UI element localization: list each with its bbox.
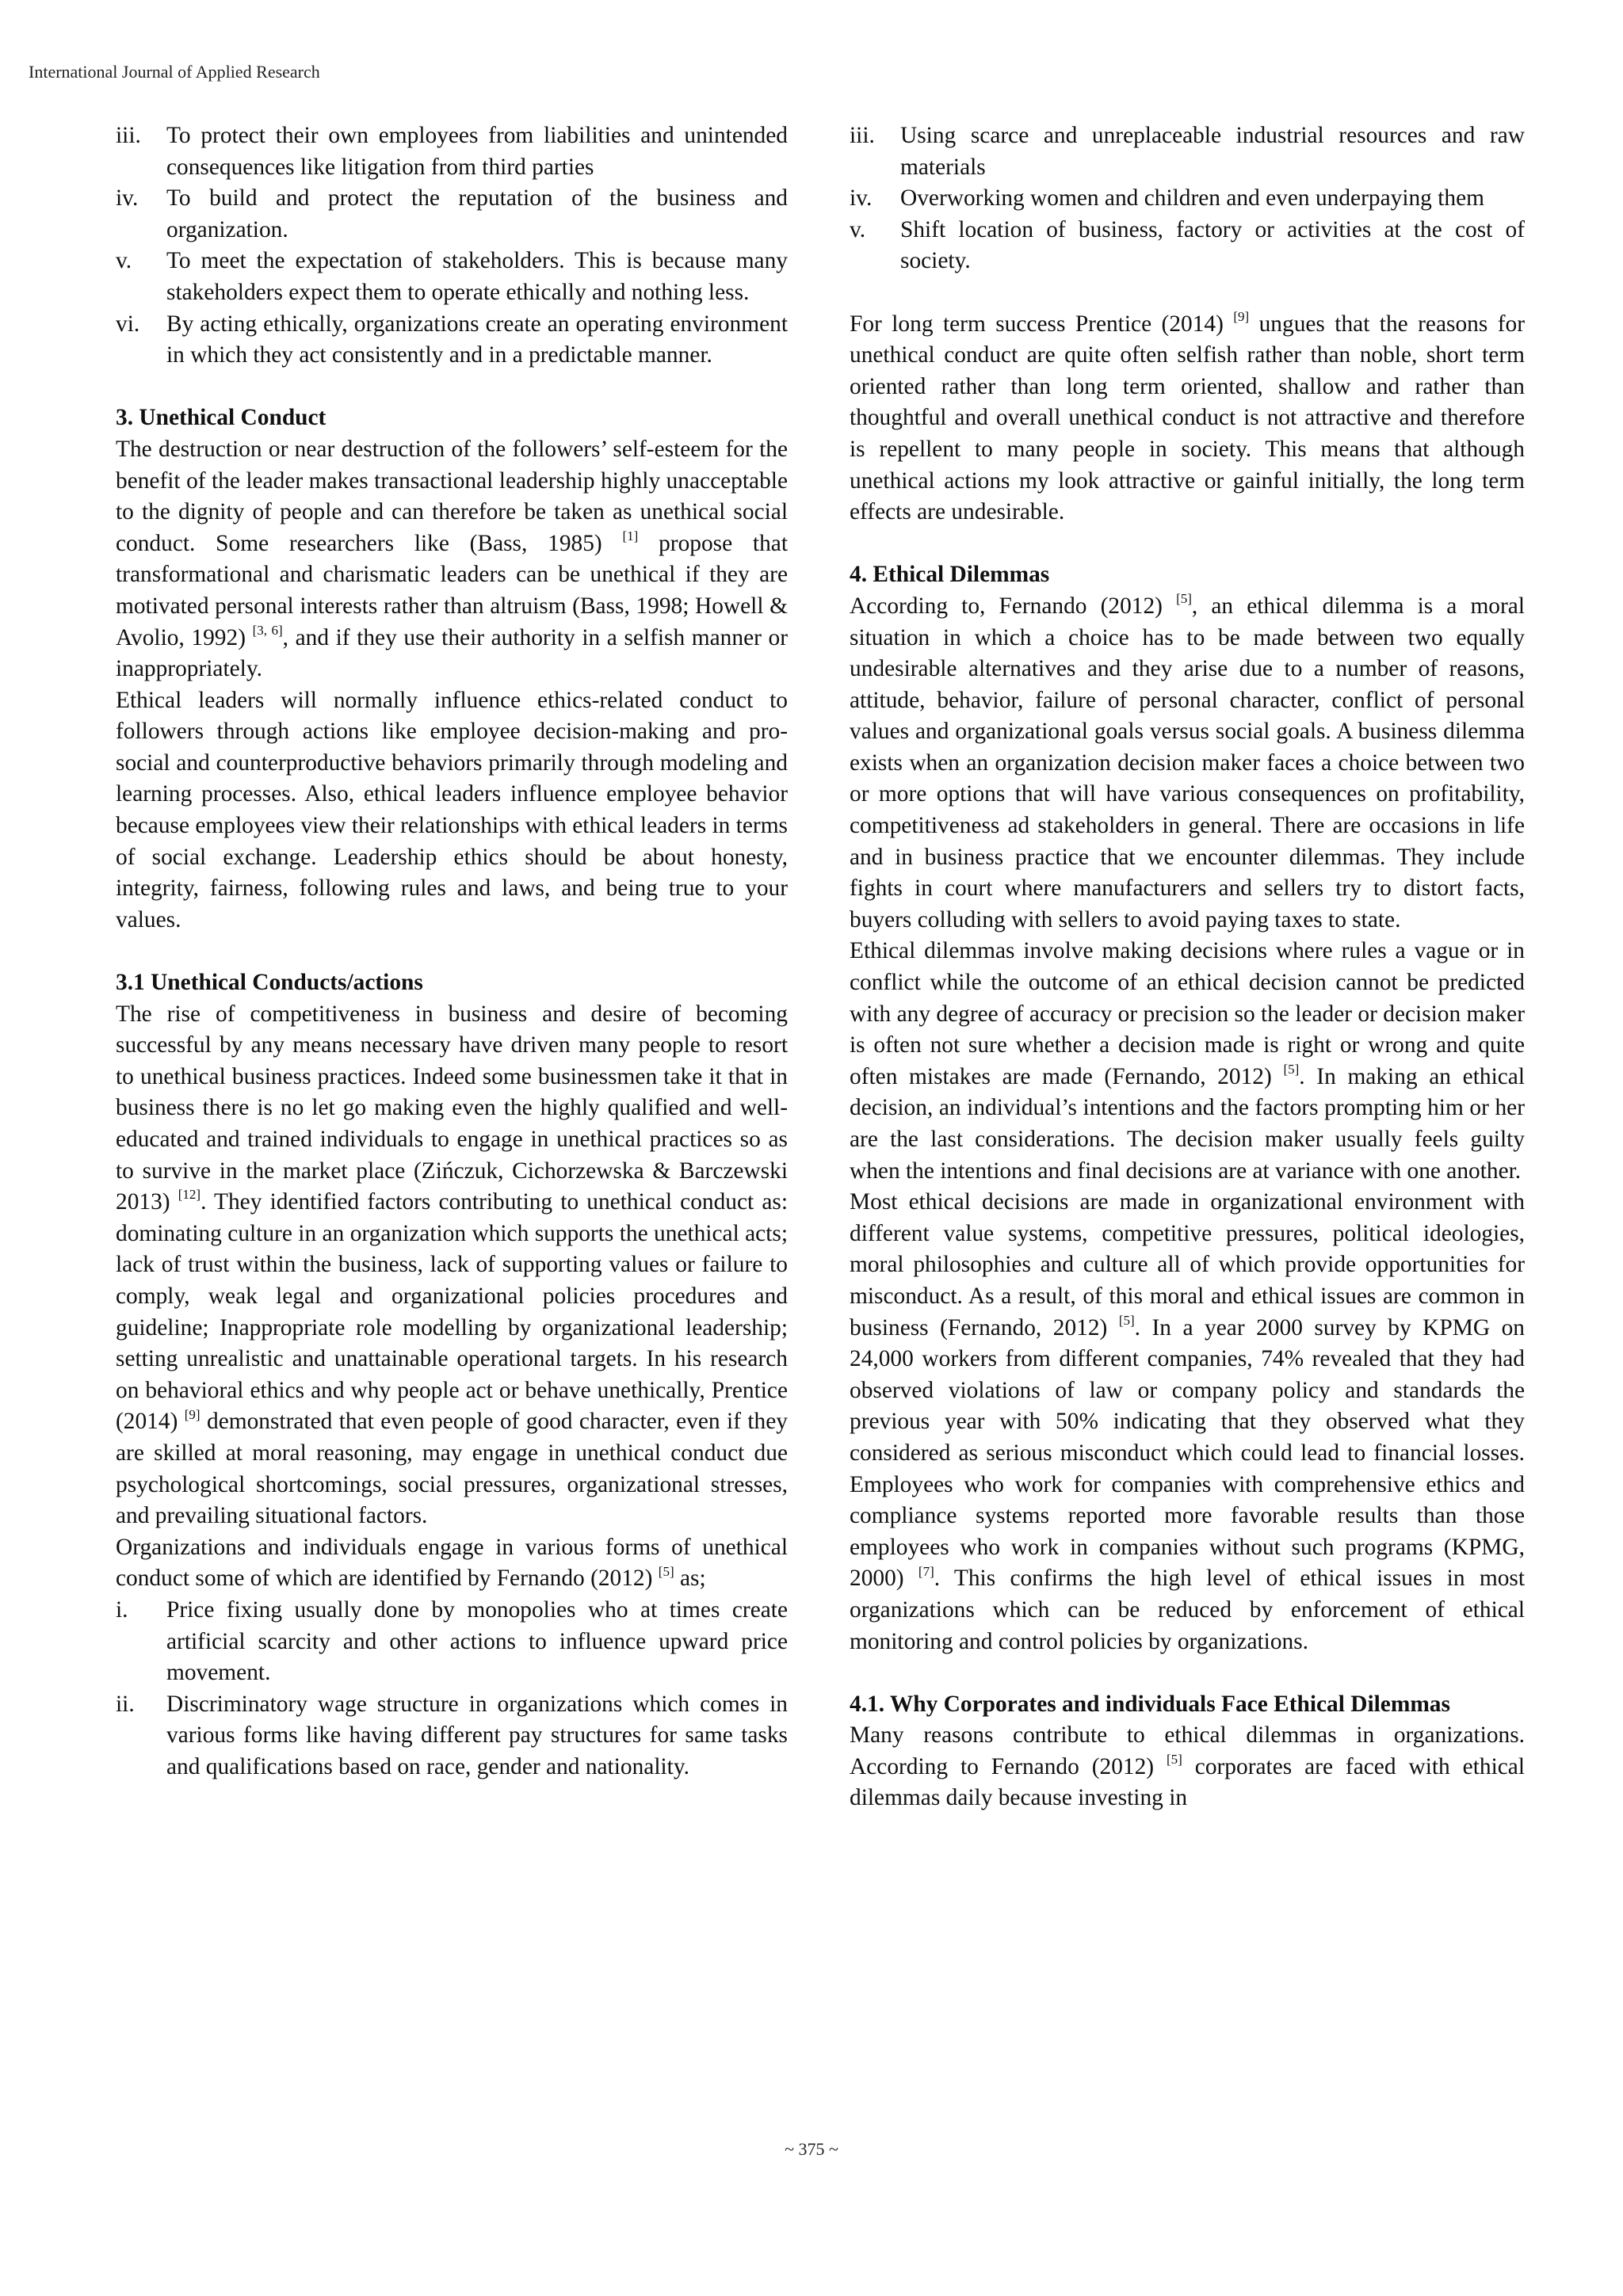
right-column <box>850 120 1525 1814</box>
section-heading-unethical-conduct: 3. Unethical Conduct <box>116 405 327 431</box>
paragraph: Many reasons contribute to ethical dilemmas in organizations. According to Fernando (2012) [5] corporates are faced with ethical dilemmas daily because investing in <box>850 1722 1525 1811</box>
list-marker: ii. <box>116 1691 135 1717</box>
list-item <box>850 183 1525 215</box>
list-item <box>116 246 788 308</box>
list-item-text: Overworking women and children and even underpaying them <box>900 185 1484 212</box>
paragraph: Ethical dilemmas involve making decisions where rules a vague or in conflict while the outcome of an ethical decision cannot be predicted with any degree of accuracy or precision so the leader or decision maker is often not sure whether a decision made is right or wrong and quite often mistakes are made (Fernando, 2012) [5]. In making an ethical decision, an individual’s intentions and the factors prompting him or her are the last considerations. The decision maker usually feels guilty when the intentions and final decisions are at variance with one another. <box>850 938 1525 1184</box>
section-heading-why-corporates-face-dilemmas: 4.1. Why Corporates and individuals Face Ethical Dilemmas <box>850 1691 1450 1717</box>
list-item-text: To meet the expectation of stakeholders. This is because many stakeholders expect them to operate ethically and nothing less. <box>166 248 788 305</box>
list-item <box>116 183 788 246</box>
paragraph: Organizations and individuals engage in various forms of unethical conduct some of which are identified by Fernando (2012) [5] as; <box>116 1534 788 1592</box>
list-item <box>116 1689 788 1783</box>
list-item-text: To build and protect the reputation of the business and organization. <box>166 185 788 242</box>
list-marker: i. <box>116 1596 128 1623</box>
paragraph: According to, Fernando (2012) [5], an ethical dilemma is a moral situation in which a choice has to be made between two equally undesirable alternatives and they arise due to a number of reasons, attitude, behavior, failure of personal character, conflict of personal values and organizational goals versus social goals. A business dilemma exists when an organization decision maker faces a choice between two or more options that will have various consequences on profitability, competitiveness ad stakeholders in general. There are occasions in life and in business practice that we encounter dilemmas. They include fights in court where manufacturers and sellers try to distort facts, buyers colluding with sellers to avoid paying taxes to state. <box>850 591 1525 933</box>
section-heading-ethical-dilemmas: 4. Ethical Dilemmas <box>850 562 1050 588</box>
paragraph: The rise of competitiveness in business and desire of becoming successful by any means necessary have driven many people to resort to unethical business practices. Indeed some businessmen take it that in business there is no let go making even the highly qualified and well-educated and trained individuals to engage in unethical practices so as to survive in the market place (Zińczuk, Cichorzewska & Barczewski 2013) [12]. They identified factors contributing to unethical conduct as: dominating culture in an organization which supports the unethical acts; lack of trust within the business, lack of supporting values or failure to comply, weak legal and organizational policies procedures and guideline; Inappropriate role modelling by organizational leadership; setting unrealistic and unattainable operational targets. In his research on behavioral ethics and why people act or behave unethically, Prentice (2014) [9] demonstrated that even people of good character, even if they are skilled at moral reasoning, may engage in unethical conduct due psychological shortcomings, social pressures, organizational stresses, and prevailing situational factors. <box>116 1001 788 1529</box>
list-item-text: Discriminatory wage structure in organizations which comes in various forms like having different pay structures for same tasks and qualifications based on race, gender and nationality. <box>166 1691 788 1779</box>
list-item <box>116 1595 788 1689</box>
citation: [12] <box>178 1187 201 1203</box>
list-marker: iv. <box>850 185 873 212</box>
citation: [9] <box>184 1406 200 1422</box>
list-marker: v. <box>116 248 132 274</box>
list-marker: iv. <box>116 185 139 212</box>
list-unethical-forms-continued <box>850 120 1525 277</box>
list-item <box>116 309 788 372</box>
citation: [1] <box>622 528 639 543</box>
citation: [5] <box>658 1563 674 1579</box>
list-marker: iii. <box>850 123 875 148</box>
citation: [5] <box>1167 1752 1182 1768</box>
list-item-text: To protect their own employees from liabilities and unintended consequences like litigation from third parties <box>166 123 788 180</box>
section-heading-unethical-conducts-actions: 3.1 Unethical Conducts/actions <box>116 970 423 996</box>
paragraph: For long term success Prentice (2014) [9] ungues that the reasons for unethical conduct are quite often selfish rather than noble, short term oriented rather than long term oriented, shallow and rather than thoughtful and overall unethical conduct is not attractive and therefore is repellent to many people in society. This means that although unethical actions my look attractive or gainful initially, the long term effects are undesirable. <box>850 308 1525 525</box>
citation: [3, 6] <box>252 622 283 638</box>
list-item-text: By acting ethically, organizations create an operating environment in which they act consistently and in a predictable manner. <box>166 311 788 368</box>
citation: [5] <box>1283 1062 1300 1077</box>
paragraph: Most ethical decisions are made in organizational environment with different value systems, competitive pressures, political ideologies, moral philosophies and culture all of which provide opportunities for misconduct. As a result, of this moral and ethical issues are common in business (Fernando, 2012) [5]. In a year 2000 survey by KPMG on 24,000 workers from different companies, 74% revealed that they had observed violations of law or company policy and standards the previous year with 50% indicating that they observed what they considered as serious misconduct which could lead to financial losses. Employees who work for companies with comprehensive ethics and compliance systems reported more favorable results than those employees who work in companies without such programs (KPMG, 2000) [7]. This confirms the high level of ethical issues in most organizations which can be reduced by enforcement of ethical monitoring and control policies by organizations. <box>850 1189 1526 1654</box>
list-item <box>850 215 1525 277</box>
journal-header: International Journal of Applied Research <box>29 62 320 82</box>
paragraph: Ethical leaders will normally influence ethics-related conduct to followers through actions like employee decision-making and pro-social and counterproductive behaviors primarily through modeling and learning processes. Also, ethical leaders influence employee behavior because employees view their relationships with ethical leaders in terms of social exchange. Leadership ethics should be about honesty, integrity, fairness, following rules and laws, and being true to your values. <box>116 687 788 933</box>
list-item-text: Shift location of business, factory or activities at the cost of society. <box>900 216 1525 274</box>
list-marker: vi. <box>116 311 140 337</box>
list-item-text: Using scarce and unreplaceable industrial resources and raw materials <box>900 123 1525 180</box>
left-column <box>116 120 788 1783</box>
list-item <box>116 120 788 183</box>
citation: [9] <box>1233 308 1250 324</box>
citation: [5] <box>1118 1312 1135 1328</box>
paragraph: The destruction or near destruction of the followers’ self-esteem for the benefit of the leader makes transactional leadership highly unacceptable to the dignity of people and can therefore be taken as unethical social conduct. Some researchers like (Bass, 1985) [1] propose that transformational and charismatic leaders can be unethical if they are motivated personal interests rather than altruism (Bass, 1998; Howell & Avolio, 1992) [3, 6], and if they use their authority in a selfish manner or inappropriately. <box>116 436 788 682</box>
list-marker: v. <box>850 216 866 242</box>
list-marker: iii. <box>116 123 141 148</box>
list-unethical-forms <box>116 1595 788 1783</box>
list-item-text: Price fixing usually done by monopolies who at times create artificial scarcity and other actions to influence upward price movement. <box>166 1596 788 1686</box>
list-benefits-continued <box>116 120 788 372</box>
page-number: ~ 375 ~ <box>785 2139 838 2159</box>
citation: [5] <box>1176 591 1192 607</box>
list-item <box>850 120 1525 183</box>
citation: [7] <box>918 1563 934 1579</box>
